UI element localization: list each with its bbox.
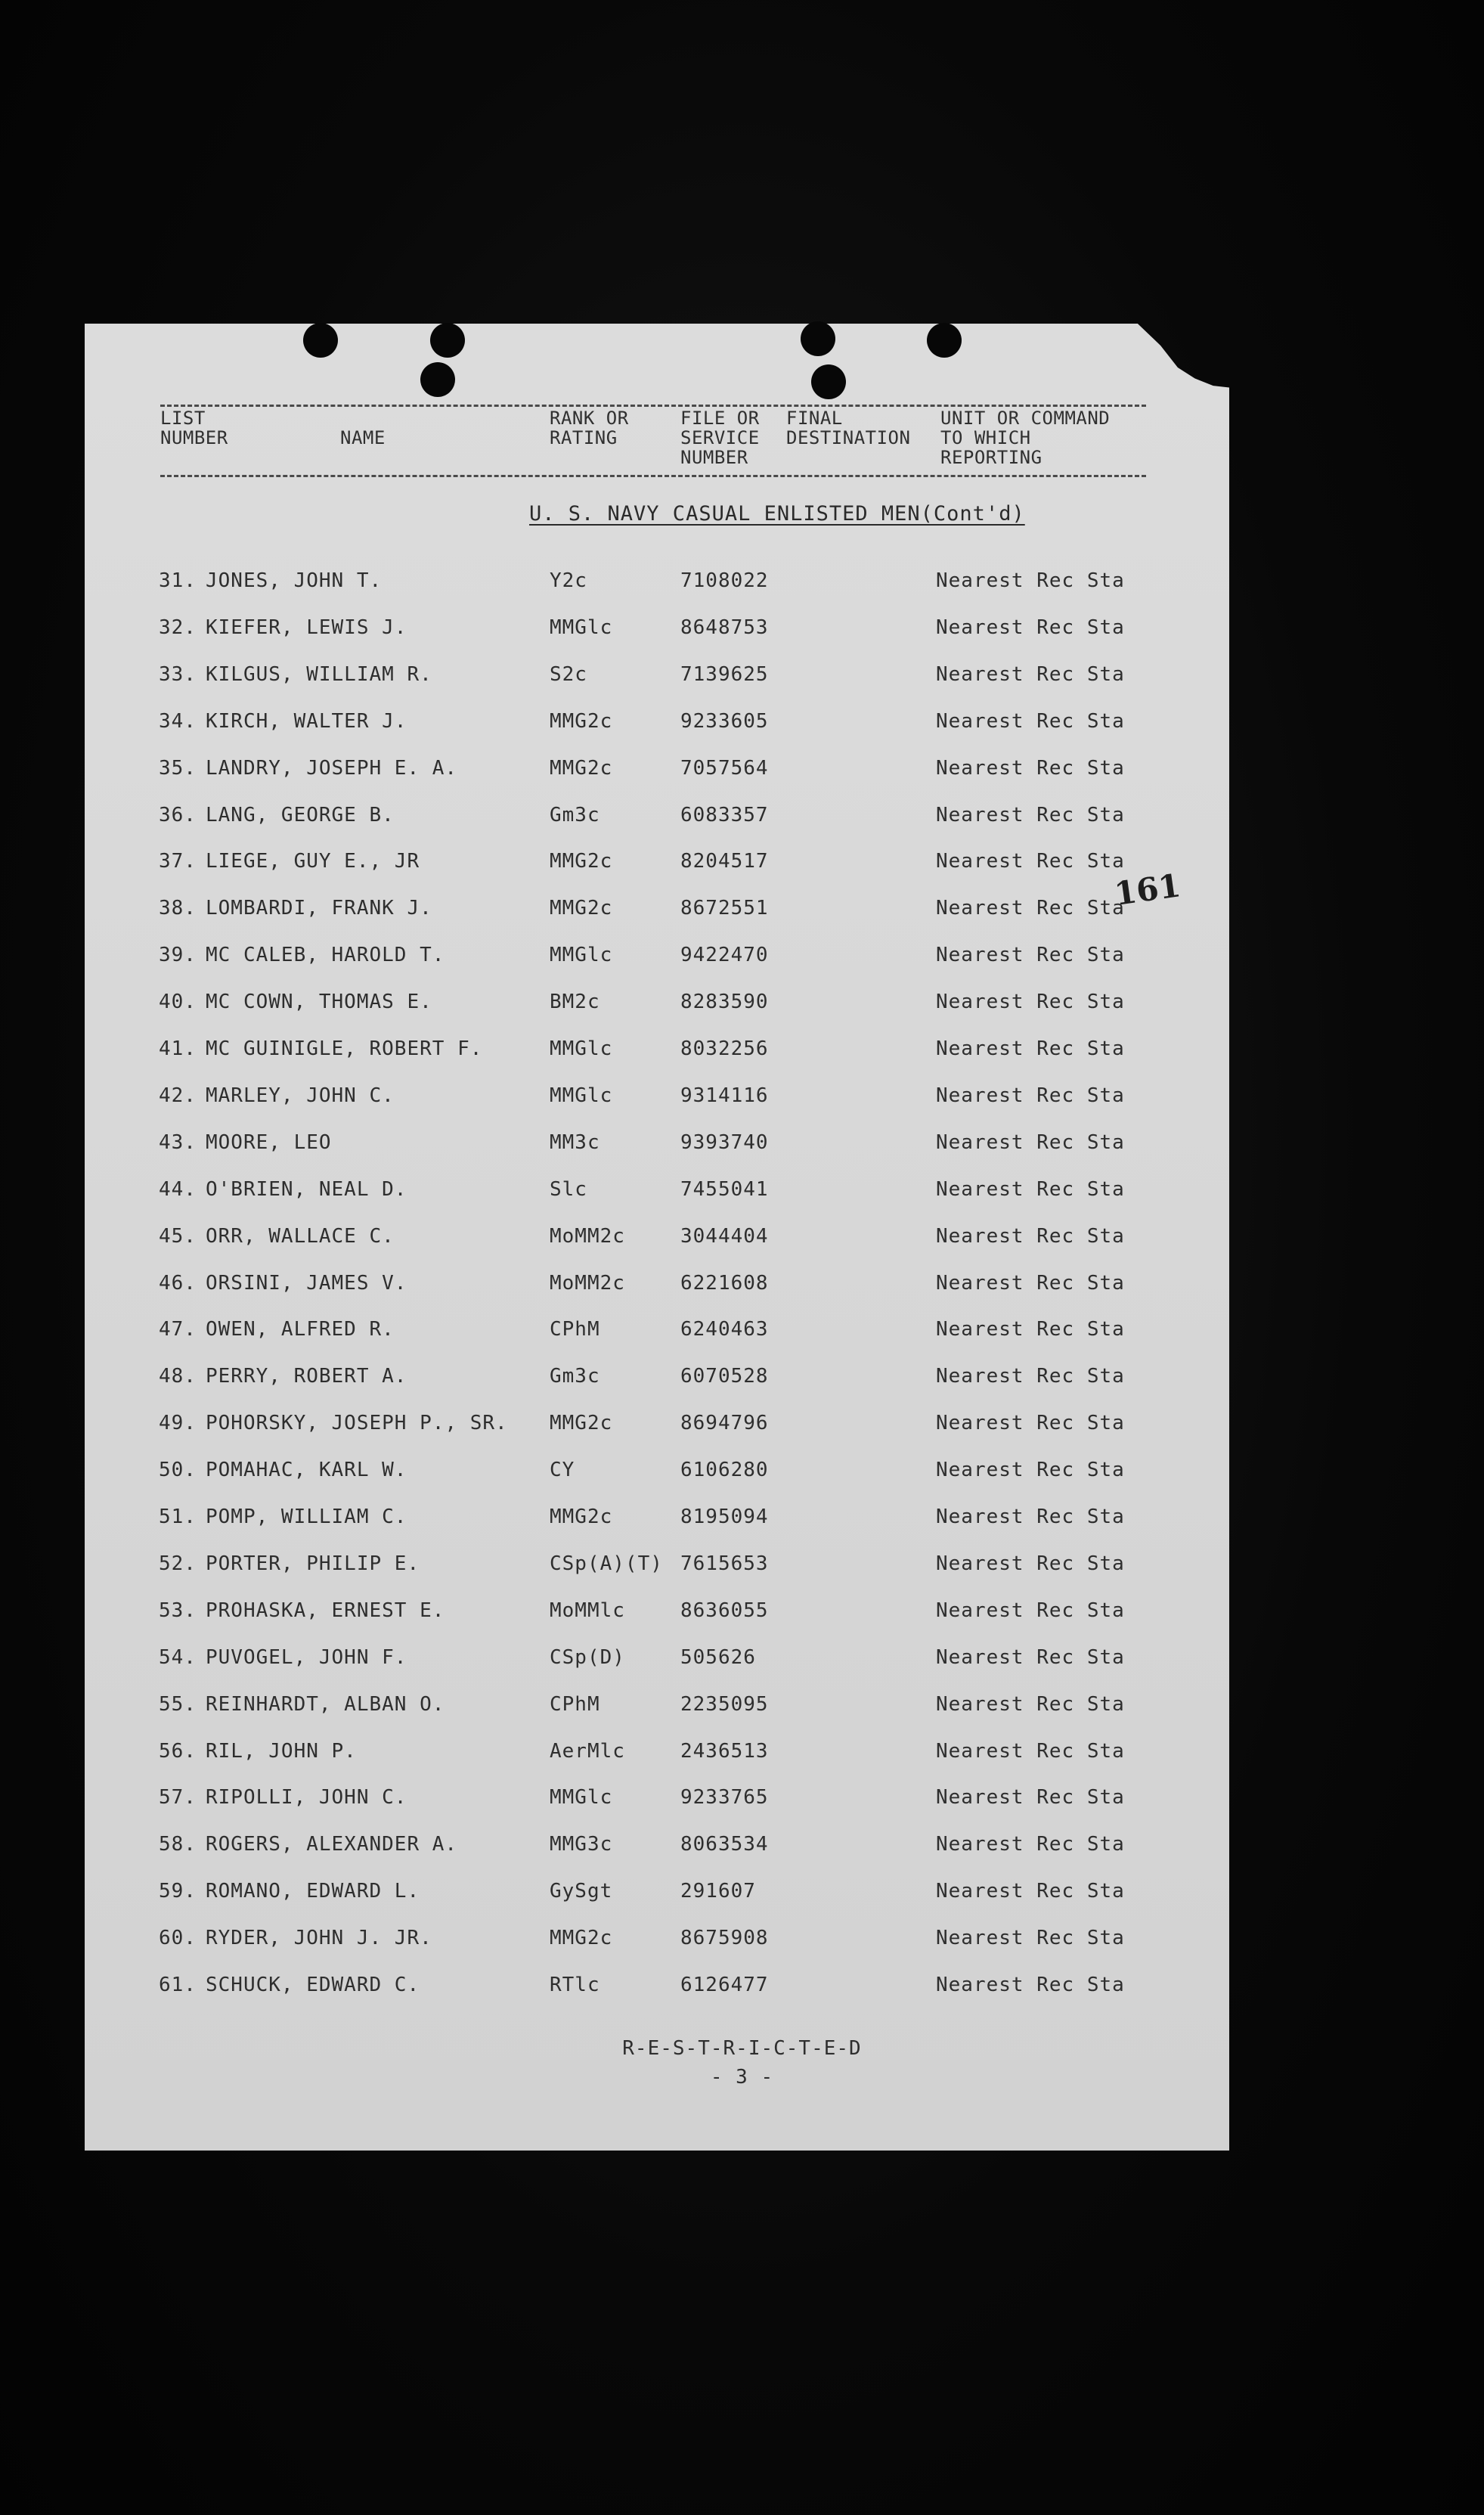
service-number: 8648753 [680,616,769,639]
table-row [0,849,1484,879]
table-row [0,990,1484,1020]
list-number: 36. [159,804,197,826]
rank-rating: BM2c [550,991,600,1013]
list-number: 51. [159,1506,197,1528]
reporting-unit: Nearest Rec Sta [936,1318,1125,1341]
rank-rating: MMG2c [550,757,613,780]
person-name: POMP, WILLIAM C. [206,1506,407,1528]
header-unit: UNIT OR COMMAND TO WHICH REPORTING [940,408,1111,468]
table-row [0,1411,1484,1441]
reporting-unit: Nearest Rec Sta [936,569,1125,592]
service-number: 8672551 [680,897,769,919]
service-number: 9314116 [680,1084,769,1107]
reporting-unit: Nearest Rec Sta [936,944,1125,966]
list-number: 61. [159,1974,197,1996]
list-number: 40. [159,991,197,1013]
list-number: 35. [159,757,197,780]
table-row [0,1505,1484,1535]
table-row [0,1224,1484,1254]
list-number: 53. [159,1599,197,1622]
table-row [0,709,1484,740]
person-name: ROGERS, ALEXANDER A. [206,1833,458,1856]
reporting-unit: Nearest Rec Sta [936,1786,1125,1809]
table-row [0,1084,1484,1114]
list-number: 33. [159,663,197,686]
header-list-number: LIST NUMBER [160,408,228,448]
person-name: MARLEY, JOHN C. [206,1084,395,1107]
table-row [0,1552,1484,1582]
person-name: MC COWN, THOMAS E. [206,991,432,1013]
service-number: 9233605 [680,710,769,733]
service-number: 7139625 [680,663,769,686]
table-row [0,1879,1484,1909]
reporting-unit: Nearest Rec Sta [936,1459,1125,1481]
table-row [0,1458,1484,1488]
rank-rating: Gm3c [550,1365,600,1388]
service-number: 7108022 [680,569,769,592]
person-name: LIEGE, GUY E., JR [206,850,420,873]
punch-hole [801,321,835,356]
header-rank: RANK OR RATING [550,408,629,448]
service-number: 6070528 [680,1365,769,1388]
rank-rating: CPhM [550,1693,600,1716]
rank-rating: CSp(A)(T) [550,1552,663,1575]
punch-hole [303,323,338,358]
reporting-unit: Nearest Rec Sta [936,1412,1125,1434]
rank-rating: S2c [550,663,587,686]
service-number: 9422470 [680,944,769,966]
rank-rating: MMGlc [550,616,613,639]
header-file: FILE OR SERVICE NUMBER [680,408,760,468]
table-row [0,569,1484,599]
reporting-unit: Nearest Rec Sta [936,897,1125,919]
rank-rating: CPhM [550,1318,600,1341]
header-rule-bottom [160,475,1146,477]
rank-rating: MMG2c [550,1927,613,1949]
person-name: ROMANO, EDWARD L. [206,1880,420,1903]
reporting-unit: Nearest Rec Sta [936,1037,1125,1060]
person-name: O'BRIEN, NEAL D. [206,1178,407,1201]
list-number: 46. [159,1272,197,1295]
person-name: ORSINI, JAMES V. [206,1272,407,1295]
service-number: 8204517 [680,850,769,873]
list-number: 41. [159,1037,197,1060]
rank-rating: MMG2c [550,710,613,733]
person-name: RYDER, JOHN J. JR. [206,1927,432,1949]
person-name: PORTER, PHILIP E. [206,1552,420,1575]
rank-rating: Y2c [550,569,587,592]
table-row [0,1926,1484,1956]
person-name: PROHASKA, ERNEST E. [206,1599,445,1622]
list-number: 43. [159,1131,197,1154]
person-name: LOMBARDI, FRANK J. [206,897,432,919]
table-row [0,1973,1484,2003]
person-name: LANG, GEORGE B. [206,804,395,826]
rank-rating: CSp(D) [550,1646,625,1669]
person-name: RIL, JOHN P. [206,1740,357,1763]
header-name: NAME [340,427,386,448]
reporting-unit: Nearest Rec Sta [936,1646,1125,1669]
table-row [0,1364,1484,1394]
rank-rating: MoMMlc [550,1599,625,1622]
table-row [0,896,1484,926]
person-name: MC GUINIGLE, ROBERT F. [206,1037,483,1060]
reporting-unit: Nearest Rec Sta [936,616,1125,639]
list-number: 50. [159,1459,197,1481]
person-name: KILGUS, WILLIAM R. [206,663,432,686]
service-number: 8675908 [680,1927,769,1949]
list-number: 45. [159,1225,197,1248]
service-number: 3044404 [680,1225,769,1248]
person-name: OWEN, ALFRED R. [206,1318,395,1341]
service-number: 2235095 [680,1693,769,1716]
list-number: 34. [159,710,197,733]
classification-marking: R-E-S-T-R-I-C-T-E-D [622,2037,862,2060]
list-number: 39. [159,944,197,966]
list-number: 58. [159,1833,197,1856]
reporting-unit: Nearest Rec Sta [936,804,1125,826]
rank-rating: MMGlc [550,944,613,966]
rank-rating: MMG2c [550,850,613,873]
table-row [0,1037,1484,1067]
page-number: - 3 - [710,2066,774,2089]
rank-rating: MMGlc [550,1037,613,1060]
list-number: 54. [159,1646,197,1669]
header-destination: FINAL DESTINATION [786,408,911,448]
rank-rating: MMG2c [550,897,613,919]
rank-rating: Gm3c [550,804,600,826]
rank-rating: MMG2c [550,1506,613,1528]
list-number: 49. [159,1412,197,1434]
table-row [0,1177,1484,1208]
list-number: 31. [159,569,197,592]
rank-rating: MoMM2c [550,1272,625,1295]
service-number: 6240463 [680,1318,769,1341]
reporting-unit: Nearest Rec Sta [936,1131,1125,1154]
table-row [0,1130,1484,1161]
service-number: 9393740 [680,1131,769,1154]
reporting-unit: Nearest Rec Sta [936,1178,1125,1201]
person-name: ORR, WALLACE C. [206,1225,395,1248]
person-name: PERRY, ROBERT A. [206,1365,407,1388]
rank-rating: RTlc [550,1974,600,1996]
list-number: 47. [159,1318,197,1341]
service-number: 8032256 [680,1037,769,1060]
service-number: 2436513 [680,1740,769,1763]
table-row [0,756,1484,786]
list-number: 37. [159,850,197,873]
reporting-unit: Nearest Rec Sta [936,710,1125,733]
reporting-unit: Nearest Rec Sta [936,757,1125,780]
person-name: MOORE, LEO [206,1131,332,1154]
person-name: JONES, JOHN T. [206,569,383,592]
list-number: 60. [159,1927,197,1949]
reporting-unit: Nearest Rec Sta [936,1740,1125,1763]
rank-rating: MMG2c [550,1412,613,1434]
table-row [0,943,1484,973]
person-name: PUVOGEL, JOHN F. [206,1646,407,1669]
service-number: 291607 [680,1880,756,1903]
list-number: 32. [159,616,197,639]
person-name: REINHARDT, ALBAN O. [206,1693,445,1716]
reporting-unit: Nearest Rec Sta [936,1084,1125,1107]
rank-rating: MoMM2c [550,1225,625,1248]
punch-hole [420,362,455,397]
reporting-unit: Nearest Rec Sta [936,850,1125,873]
service-number: 8283590 [680,991,769,1013]
table-row [0,1832,1484,1862]
person-name: RIPOLLI, JOHN C. [206,1786,407,1809]
service-number: 7057564 [680,757,769,780]
list-number: 57. [159,1786,197,1809]
service-number: 6126477 [680,1974,769,1996]
service-number: 7615653 [680,1552,769,1575]
service-number: 6083357 [680,804,769,826]
reporting-unit: Nearest Rec Sta [936,1272,1125,1295]
rank-rating: CY [550,1459,575,1481]
list-number: 52. [159,1552,197,1575]
rank-rating: Slc [550,1178,587,1201]
table-row [0,803,1484,833]
rank-rating: MM3c [550,1131,600,1154]
table-row [0,616,1484,646]
rank-rating: MMG3c [550,1833,613,1856]
reporting-unit: Nearest Rec Sta [936,1880,1125,1903]
table-row [0,1739,1484,1769]
person-name: KIRCH, WALTER J. [206,710,407,733]
reporting-unit: Nearest Rec Sta [936,1365,1125,1388]
reporting-unit: Nearest Rec Sta [936,1974,1125,1996]
service-number: 8636055 [680,1599,769,1622]
service-number: 9233765 [680,1786,769,1809]
reporting-unit: Nearest Rec Sta [936,663,1125,686]
reporting-unit: Nearest Rec Sta [936,1225,1125,1248]
reporting-unit: Nearest Rec Sta [936,1693,1125,1716]
table-row [0,1317,1484,1347]
service-number: 8195094 [680,1506,769,1528]
punch-hole [430,323,465,358]
person-name: SCHUCK, EDWARD C. [206,1974,420,1996]
table-row [0,1692,1484,1723]
service-number: 505626 [680,1646,756,1669]
rank-rating: MMGlc [550,1084,613,1107]
person-name: POMAHAC, KARL W. [206,1459,407,1481]
punch-hole [811,364,846,399]
table-row [0,1271,1484,1301]
table-row [0,662,1484,693]
section-title: U. S. NAVY CASUAL ENLISTED MEN(Cont'd) [529,502,1025,526]
service-number: 7455041 [680,1178,769,1201]
service-number: 8694796 [680,1412,769,1434]
list-number: 44. [159,1178,197,1201]
header-rule-top [160,405,1146,407]
service-number: 8063534 [680,1833,769,1856]
page-stamp-number: 161 [1112,867,1183,913]
service-number: 6106280 [680,1459,769,1481]
rank-rating: AerMlc [550,1740,625,1763]
list-number: 55. [159,1693,197,1716]
reporting-unit: Nearest Rec Sta [936,1927,1125,1949]
reporting-unit: Nearest Rec Sta [936,1506,1125,1528]
reporting-unit: Nearest Rec Sta [936,1599,1125,1622]
reporting-unit: Nearest Rec Sta [936,1552,1125,1575]
list-number: 42. [159,1084,197,1107]
person-name: POHORSKY, JOSEPH P., SR. [206,1412,508,1434]
list-number: 38. [159,897,197,919]
list-number: 56. [159,1740,197,1763]
punch-hole [927,323,962,358]
table-row [0,1785,1484,1816]
list-number: 59. [159,1880,197,1903]
person-name: KIEFER, LEWIS J. [206,616,407,639]
list-number: 48. [159,1365,197,1388]
person-name: LANDRY, JOSEPH E. A. [206,757,458,780]
reporting-unit: Nearest Rec Sta [936,991,1125,1013]
rank-rating: MMGlc [550,1786,613,1809]
table-row [0,1599,1484,1629]
service-number: 6221608 [680,1272,769,1295]
person-name: MC CALEB, HAROLD T. [206,944,445,966]
table-row [0,1645,1484,1676]
rank-rating: GySgt [550,1880,613,1903]
reporting-unit: Nearest Rec Sta [936,1833,1125,1856]
